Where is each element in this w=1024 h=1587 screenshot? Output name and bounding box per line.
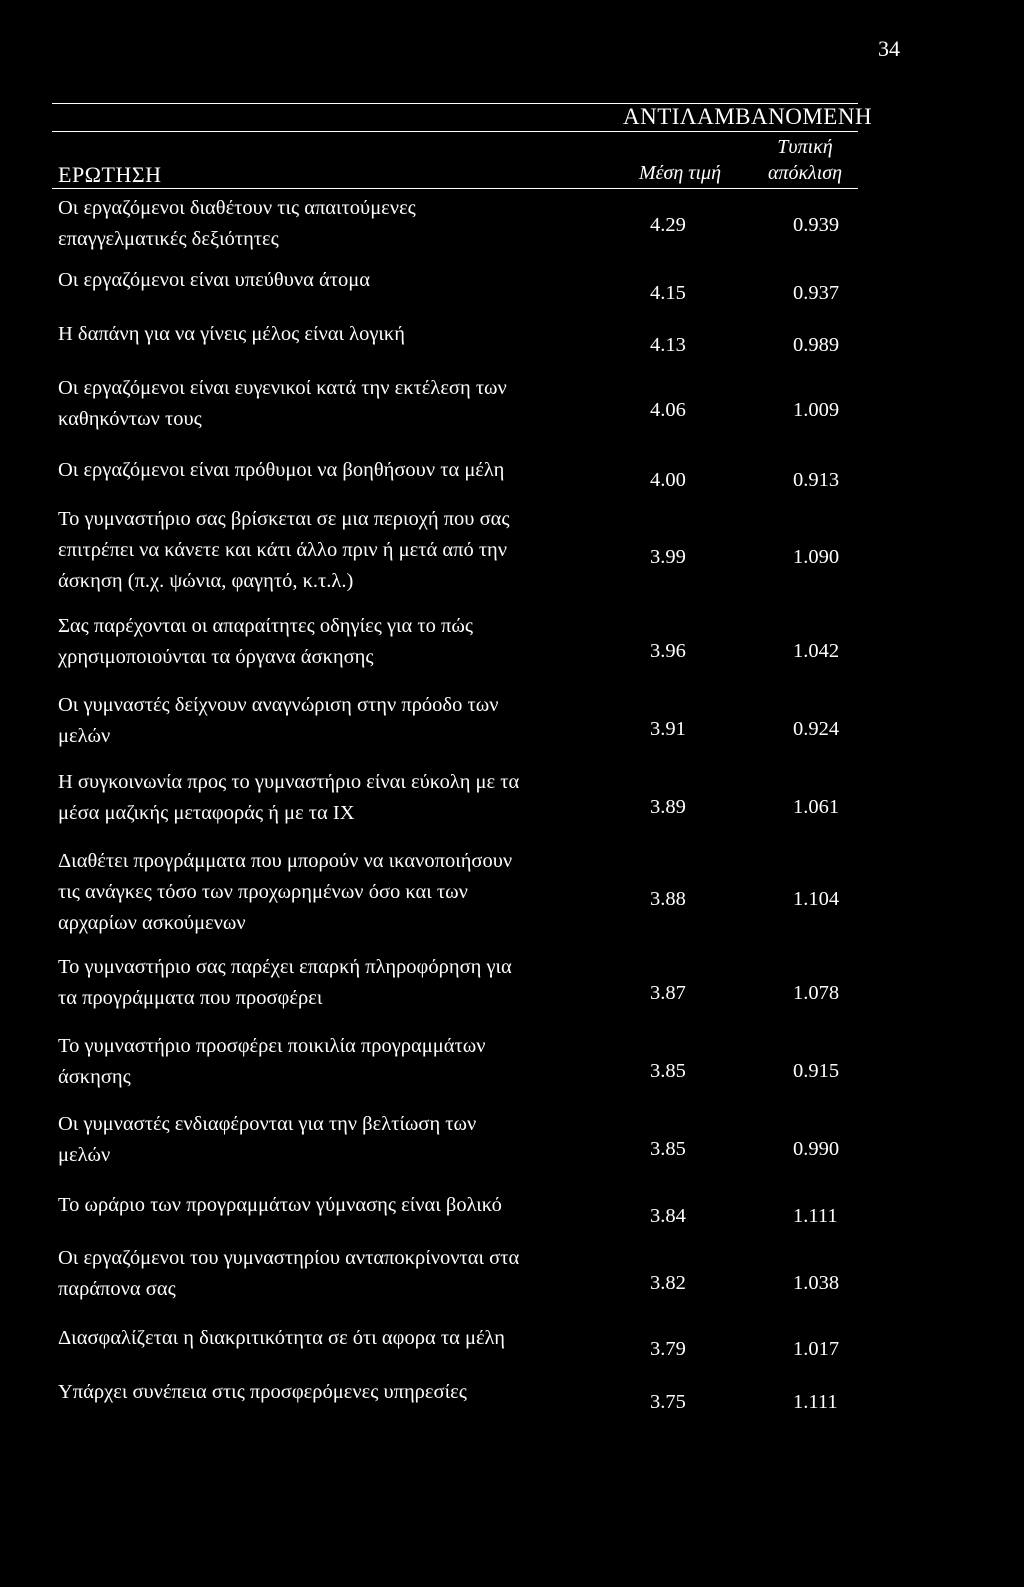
mean-value: 3.84 — [650, 1205, 686, 1227]
sd-value: 0.915 — [793, 1060, 840, 1082]
question-text — [58, 504, 603, 597]
question-line: Το γυμναστήριο σας βρίσκεται σε μια περιοχή που σας — [58, 508, 510, 530]
question-column-header: ΕΡΩΤΗΣΗ — [58, 162, 162, 187]
question-line: άσκησης — [58, 1066, 131, 1088]
question-line: αρχαρίων ασκούμενων — [58, 912, 246, 934]
mean-value: 3.96 — [650, 640, 686, 662]
sd-value: 1.111 — [793, 1391, 838, 1413]
sd-value: 1.038 — [793, 1272, 840, 1294]
mean-value: 3.79 — [650, 1338, 686, 1360]
question-line: παράπονα σας — [58, 1278, 176, 1300]
mean-value: 3.89 — [650, 796, 686, 818]
question-line: Η συγκοινωνία προς το γυμναστήριο είναι εύκολη με τα — [58, 771, 520, 793]
sd-value: 1.009 — [793, 399, 840, 421]
question-line: καθηκόντων τους — [58, 408, 202, 430]
sd-value: 0.937 — [793, 282, 840, 304]
question-line: Οι εργαζόμενοι είναι ευγενικοί κατά την εκτέλεση των — [58, 377, 507, 399]
sd-value: 1.061 — [793, 796, 840, 818]
mean-value: 3.85 — [650, 1060, 686, 1082]
header-bottom-rule — [52, 188, 858, 189]
question-line: μέσα μαζικής μεταφοράς ή με τα ΙΧ — [58, 802, 355, 824]
question-text — [58, 1190, 603, 1221]
question-line: Σας παρέχονται οι απαραίτητες οδηγίες για το πώς — [58, 615, 473, 637]
sd-value: 1.111 — [793, 1205, 838, 1227]
question-text — [58, 1031, 603, 1093]
question-text — [58, 767, 603, 829]
question-line: Διαθέτει προγράμματα που μπορούν να ικανοποιήσουν — [58, 850, 513, 872]
mean-value: 3.75 — [650, 1391, 686, 1413]
question-text — [58, 611, 603, 673]
question-line: Οι γυμναστές ενδιαφέρονται για την βελτίωση των — [58, 1113, 477, 1135]
question-text — [58, 319, 603, 350]
question-line: Οι γυμναστές δείχνουν αναγνώριση στην πρόοδο των — [58, 694, 499, 716]
question-text — [58, 1109, 603, 1171]
question-text — [58, 690, 603, 752]
question-line: Οι εργαζόμενοι του γυμναστηρίου ανταποκρίνονται στα — [58, 1247, 520, 1269]
sd-value: 1.078 — [793, 982, 840, 1004]
mean-value: 4.06 — [650, 399, 686, 421]
mean-value: 3.88 — [650, 888, 686, 910]
question-line: τα προγράμματα που προσφέρει — [58, 987, 323, 1009]
sd-value: 0.924 — [793, 718, 840, 740]
mean-value: 4.15 — [650, 282, 686, 304]
question-line: Το γυμναστήριο σας παρέχει επαρκή πληροφόρηση για — [58, 956, 512, 978]
sd-value: 1.090 — [793, 546, 840, 568]
mean-value: 3.82 — [650, 1272, 686, 1294]
question-text — [58, 1377, 603, 1408]
sd-header-line2: απόκλιση — [767, 162, 843, 184]
question-line: τις ανάγκες τόσο των προχωρημένων όσο και των — [58, 881, 468, 903]
question-text — [58, 455, 603, 486]
question-text — [58, 846, 603, 939]
question-line: άσκηση (π.χ. ψώνια, φαγητό, κ.τ.λ.) — [58, 570, 354, 592]
mean-value: 3.87 — [650, 982, 686, 1004]
sd-value: 0.990 — [793, 1138, 840, 1160]
question-line: Οι εργαζόμενοι είναι πρόθυμοι να βοηθήσουν τα μέλη — [58, 459, 505, 481]
question-line: Διασφαλίζεται η διακριτικότητα σε ότι αφορα τα μέλη — [58, 1327, 506, 1349]
question-text — [58, 1243, 603, 1305]
sd-value: 1.017 — [793, 1338, 840, 1360]
question-line: χρησιμοποιούνται τα όργανα άσκησης — [58, 646, 374, 668]
mean-value: 3.85 — [650, 1138, 686, 1160]
sd-value: 1.104 — [793, 888, 840, 910]
question-text — [58, 373, 603, 435]
question-text — [58, 1323, 603, 1354]
perceived-group-header: ΑΝΤΙΛΑΜΒΑΝΟΜΕΝΗ — [623, 104, 873, 129]
sd-value: 0.913 — [793, 469, 840, 491]
sd-value: 0.939 — [793, 214, 840, 236]
mean-value: 4.00 — [650, 469, 686, 491]
sd-value: 0.989 — [793, 334, 840, 356]
question-line: Οι εργαζόμενοι είναι υπεύθυνα άτομα — [58, 269, 370, 291]
question-line: Το γυμναστήριο προσφέρει ποικιλία προγραμμάτων — [58, 1035, 486, 1057]
mean-value: 3.91 — [650, 718, 686, 740]
mean-column-header: Μέση τιμή — [638, 162, 721, 184]
sd-header-line1: Τυπική — [777, 136, 833, 158]
question-line: επαγγελματικές δεξιότητες — [58, 228, 279, 250]
header-divider-rule — [52, 131, 858, 132]
question-line: μελών — [58, 1144, 111, 1166]
question-text — [58, 952, 603, 1014]
question-line: μελών — [58, 725, 111, 747]
question-line: Υπάρχει συνέπεια στις προσφερόμενες υπηρεσίες — [58, 1381, 467, 1403]
page-number: 34 — [878, 36, 900, 61]
mean-value: 3.99 — [650, 546, 686, 568]
mean-value: 4.13 — [650, 334, 686, 356]
question-text — [58, 265, 603, 296]
question-line: Η δαπάνη για να γίνεις μέλος είναι λογική — [58, 323, 405, 345]
sd-value: 1.042 — [793, 640, 840, 662]
question-line: Οι εργαζόμενοι διαθέτουν τις απαιτούμενες — [58, 197, 416, 219]
mean-value: 4.29 — [650, 214, 686, 236]
question-line: Το ωράριο των προγραμμάτων γύμνασης είναι βολικό — [58, 1194, 502, 1216]
question-line: επιτρέπει να κάνετε και κάτι άλλο πριν ή μετά από την — [58, 539, 508, 561]
question-text — [58, 193, 603, 255]
